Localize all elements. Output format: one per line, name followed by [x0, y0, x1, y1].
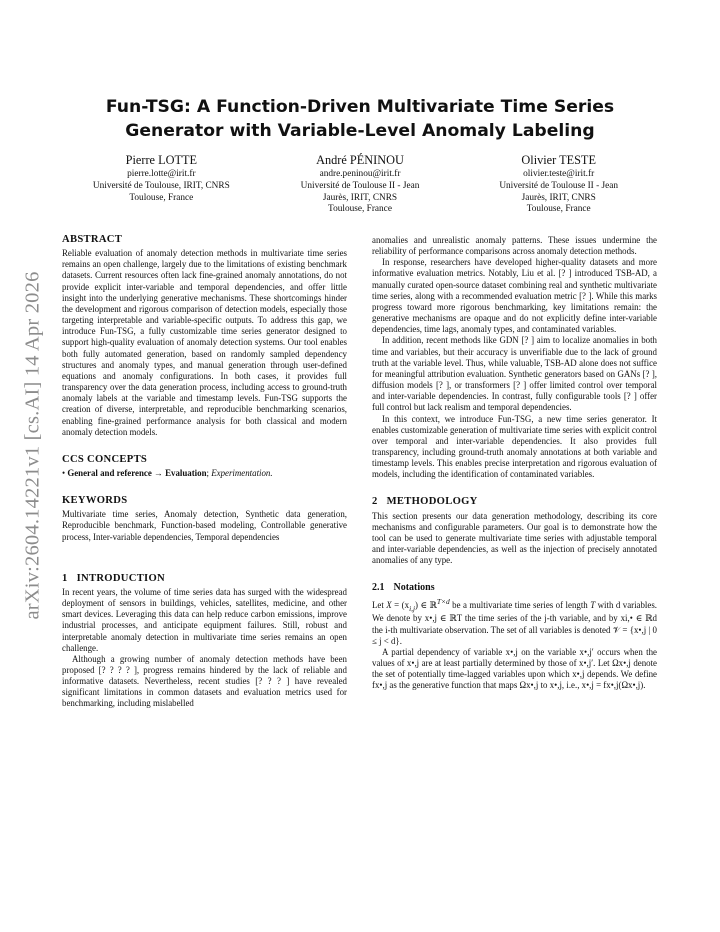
author-1	[62, 153, 261, 216]
notations-paragraph-1	[372, 596, 657, 647]
section-title: METHODOLOGY	[386, 496, 478, 508]
math-subscript: i,j	[409, 603, 416, 613]
abstract-text: Reliable evaluation of anomaly detection methods in multivariate time series remains an open challenge, largely due to the limitations of existing benchmark datasets. Current resources often lack fine-grained anomaly annotations, do not provide explicit inter-variable and temporal dependencies, and offer little insight into the underlying generative mechanisms. These shortcomings hinder the development and rigorous comparison of detection models, especially those targeting interpretable and variable-specific outputs. To address this gap, we introduce Fun-TSG, a fully customizable time series generator designed to support high-quality evaluation of anomaly detection systems. Our tool enables both fully automated generation, based on randomly sampled dependency structures and anomaly types, and manual generation through user-defined equations and anomaly configurations. In both cases, it provides full transparency over the data generation process, including access to ground-truth anomaly labels at the variable and timestamp levels. Fun-TSG supports the creation of diverse, interpretable, and reproducible benchmarking scenarios, enabling fine-grained performance analysis for both classical and modern anomaly detection models.	[62, 248, 347, 437]
ccs-tertiary: Experimentation.	[211, 467, 273, 478]
intro-paragraph-5: In addition, recent methods like GDN [? ] aim to localize anomalies in both time and variables, but their accuracy is unverifiable due to the lack of ground truth at the variable level. Thus, while valuable, TSB-AD alone does not suffice for meaningful attribution evaluation. Synthetic generators based on GANs [? ], diffusion models [? ], or transformers [? ] offer limited control over temporal and inter-variable dependencies. In contrast, fully configurable tools [? ] offer full control but lack realism and temporal dependencies.	[372, 335, 657, 413]
author-email: olivier.teste@irit.fr	[523, 169, 595, 179]
introduction-heading	[62, 573, 347, 584]
ccs-primary: General and reference	[67, 467, 152, 478]
text-run: with d variables. We denote by x•,j ∈ ℝT the time series of the j-th variable, and by xi,• ∈ ℝd the i-th multivariate observation. The set of all variables is denoted 𝒱 = {x•,j | 0 ≤ j < d}.	[372, 599, 658, 646]
left-column	[62, 234, 347, 710]
subsection-number: 2.1	[372, 582, 385, 594]
author-location: Toulouse, France	[526, 204, 591, 215]
intro-paragraph-4: In response, researchers have developed higher-quality datasets and more informative evaluation metrics. Notably, Liu et al. [? ] introduced TSB-AD, a manually curated open-source dataset combining real and synthetic multivariate time series, along with a recommended evaluation metric [? ]. While this marks progress toward more rigorous benchmarking, key limitations remain: the generative mechanisms are opaque and do not explicitly define inter-variable dependencies, time lags, anomaly types, and contaminated variables.	[372, 257, 657, 335]
intro-paragraph-1: In recent years, the volume of time series data has surged with the widespread deployment of sensors in buildings, vehicles, satellites, medicine, and other smart devices. Leveraging this data can help reduce carbon emissions, improve industrial processes, and anticipate equipment failures. Still, robust and interpretable anomaly detection in multivariate time series remains an open challenge.	[62, 586, 347, 653]
arxiv-stamp	[8, 250, 58, 640]
text-run: be a multivariate time series of length	[449, 599, 591, 610]
author-2	[261, 153, 460, 216]
subsection-title: Notations	[393, 582, 435, 594]
author-affiliation: Université de Toulouse II - Jean Jaurès, IRIT, CNRS	[300, 180, 420, 203]
author-affiliation: Université de Toulouse, IRIT, CNRS	[92, 180, 230, 191]
methodology-paragraph-1: This section presents our data generation methodology, describing its core mechanisms and configurable parameters. Our goal is to demonstrate how the tool can be used to generate multivariate time series with adjustable temporal and inter-variable dependencies, as well as the injection of precisely annotated anomalies of any type.	[372, 510, 657, 566]
paper-title: Fun-TSG: A Function-Driven Multivariate Time Series Generator with Variable-Level Anomaly Labeling	[105, 97, 615, 141]
author-name: Pierre LOTTE	[125, 153, 198, 167]
ccs-secondary: Evaluation	[165, 467, 207, 478]
ccs-separator: ;	[206, 467, 209, 478]
math-superscript: T×d	[436, 596, 450, 606]
section-title: INTRODUCTION	[76, 572, 165, 584]
author-location: Toulouse, France	[129, 192, 194, 203]
intro-paragraph-3: anomalies and unrealistic anomaly patterns. These issues undermine the reliability of performance comparisons across anomaly detection methods.	[372, 235, 657, 257]
arxiv-stamp-text: arXiv:2604.14221v1 [cs.AI] 14 Apr 2026	[21, 270, 44, 620]
section-number: 2	[372, 496, 378, 508]
abstract-heading: ABSTRACT	[62, 234, 123, 245]
author-3	[459, 153, 658, 216]
ccs-bullet: •	[62, 467, 66, 478]
right-column	[372, 235, 657, 692]
author-location: Toulouse, France	[328, 204, 392, 215]
author-name: Olivier TESTE	[521, 153, 596, 167]
notations-heading	[372, 582, 657, 593]
text-run: = (x	[391, 599, 410, 610]
author-email: andre.peninou@irit.fr	[319, 169, 401, 179]
methodology-heading	[372, 496, 657, 507]
keywords-text: Multivariate time series, Anomaly detection, Synthetic data generation, Reproducible benchmark, Function-based modeling, Controllable generative process, Inter-variable dependencies, Temporal dependencies	[62, 509, 347, 542]
intro-paragraph-6: In this context, we introduce Fun-TSG, a new time series generator. It enables customizable generation of multivariate time series with explicit control over temporal and inter-variable dependencies. It also provides full transparency, including ground-truth anomaly annotations at both variable and timestamp levels. This enables precise interpretation and rigorous evaluation of models, including the identification of contaminated variables.	[372, 413, 657, 480]
section-number: 1	[62, 572, 68, 584]
text-run: ) ∈ ℝ	[415, 599, 437, 610]
intro-paragraph-2: Although a growing number of anomaly detection methods have been proposed [? ? ? ? ], progress remains hindered by the lack of reliable and informative datasets. Nevertheless, recent studies [? ? ? ] have revealed significant limitations in common datasets and evaluation metrics used for benchmarking, including mislabelled	[62, 653, 347, 709]
author-name: André PÉNINOU	[316, 153, 404, 167]
notations-paragraph-2: A partial dependency of variable x•,j on the variable x•,j′ occurs when the values of x•,j are at least partially determined by those of x•,j′. Let Ωx•,j denote the set of potentially time-lagged variables upon which x•,j depends. We define fx•,j as the generative function that maps Ωx•,j to x•,j, i.e., x•,j = fx•,j(Ωx•,j).	[372, 646, 657, 691]
ccs-heading: CCS CONCEPTS	[62, 453, 148, 465]
author-email: pierre.lotte@irit.fr	[127, 169, 196, 179]
author-affiliation: Université de Toulouse II - Jean Jaurès, IRIT, CNRS	[499, 180, 619, 203]
text-run: Let	[372, 599, 387, 610]
math-symbol: T	[590, 599, 596, 610]
math-symbol: X	[386, 599, 392, 610]
ccs-arrow: →	[154, 467, 163, 478]
ccs-concepts	[62, 468, 347, 479]
keywords-heading: KEYWORDS	[62, 495, 128, 507]
author-block	[62, 153, 658, 216]
